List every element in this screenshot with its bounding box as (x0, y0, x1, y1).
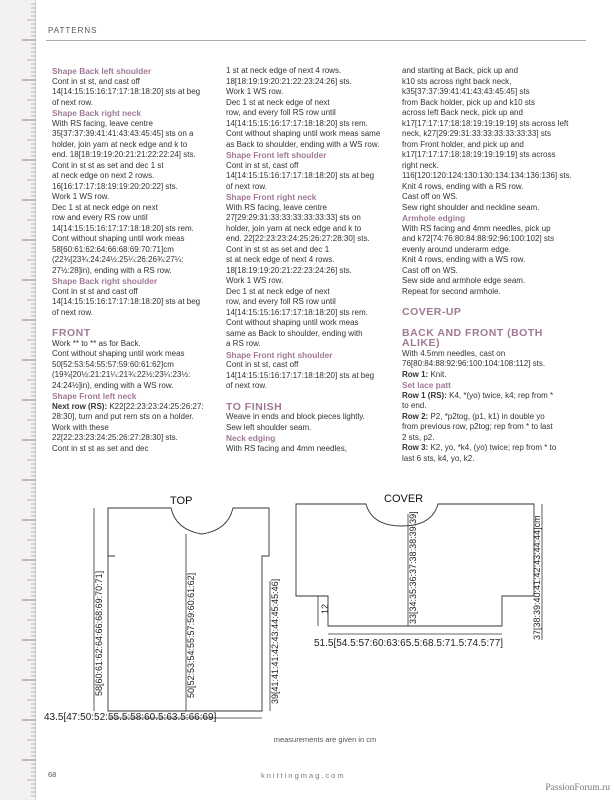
section-heading: Shape Back left shoulder (52, 66, 152, 76)
section-heading: COVER-UP (402, 306, 462, 318)
paragraph: Next row (RS): K22[22:23:23:24:25:26:27: 28:30], turn and put rem sts on a holder. Work with these 22[22:23:23:24:25:26:27:28:30] sts. Cont in st st as set and dec (52, 401, 204, 453)
paragraph: Work ** to ** as for Back. Cont without shaping until work meas 50[52:53:54:55:57:59:60:61:62]cm (19¾[20½:21:21¼:21¾:22½:23¼:23½: 24:24½]in), ending with a WS row. (52, 338, 191, 390)
section-heading: Shape Front right neck (226, 192, 317, 202)
paragraph: Weave in ends and block pieces lightly. Sew left shoulder seam. (226, 412, 365, 432)
page-number: 68 (48, 770, 57, 779)
cover-side-label: 37[38:39:40:41:42:43:44:44]cm (532, 515, 542, 640)
paragraph: With RS facing, leave centre 35[37:37:39:41:41:43:43:45:45] sts on a holder, join yarn at neck edge and k to end. 18[18:19:19:20:21:21:22:22:24] sts. Cont in st st as set and dec 1 st at neck edge on next 2 rows. 16[16:17:17:18:19:19:20:20:22] sts. Work 1 WS row. Dec 1 st at neck edge on next row and every RS row until 14[14:15:15:16:17:17:18:18:20] sts rem. Cont without shaping until work meas 58[60:61:62:64:66:68:69:70:71]cm (22¾[23¾:24:24½:25¼:26:26¾:27¼: 27½:28]in), ending with a RS row. (52, 118, 196, 275)
section-heading: FRONT (52, 327, 91, 339)
cover-diagram (296, 493, 542, 649)
site-url: knittingmag.com (261, 771, 346, 780)
schematic-diagrams (36, 486, 614, 746)
paragraph: Cont in st st and cast off 14[14:15:15:16:17:17:18:18:20] sts at beg of next row. (52, 286, 201, 317)
paragraph: Row 3: K2, yo, *k4, (yo) twice; rep from * to last 6 sts, k4, yo, k2. (402, 443, 557, 463)
row-lead: Row 1 (RS): (402, 390, 447, 400)
paragraph: Row 2: P2, *p2tog, (p1, k1) in double yo from previous row, p2tog; rep from * to last 2 sts, p2. (402, 411, 553, 442)
section-heading: Shape Front left shoulder (226, 150, 327, 160)
row-lead: Row 2: (402, 411, 429, 421)
paragraph: With 4.5mm needles, cast on 76[80:84:88:92:96:100:104:108:112] sts. (402, 348, 546, 368)
paragraph: With RS facing and 4mm needles, (226, 443, 347, 453)
text-column-2 (226, 66, 398, 454)
top-front-label: 50[52:53:54:55:57:59:60:61:62] (186, 572, 196, 698)
text-column-1 (52, 66, 220, 454)
cover-title: COVER (384, 493, 424, 505)
top-left-armhole (108, 508, 115, 556)
section-heading: Set lace patt (402, 380, 451, 390)
cover-hem-label: 12 (320, 603, 330, 614)
paragraph: Cont in st st, and cast off 14[14:15:15:16:17:17:18:18:20] sts at beg of next row. (52, 76, 201, 107)
side-ruler (0, 0, 36, 800)
cover-center-label: 33[34:35:36:37:38:38:39:39] (408, 511, 418, 624)
text-column-3 (402, 66, 580, 464)
paragraph: Cont in st st, cast off 14[14:15:15:16:17:17:18:18:20] sts at beg of next row. (226, 160, 375, 191)
section-heading: Shape Front left neck (52, 391, 137, 401)
paragraph: With RS facing and 4mm needles, pick up and k72[74:76:80:84:88:92:96:100:102] sts evenly around underarm edge. Knit 4 rows, ending with a WS row. Cast off on WS. Sew side and armhole edge seam. Repeat for second armhole. (402, 223, 555, 296)
section-label: PATTERNS (48, 26, 98, 35)
top-diagram (44, 495, 280, 723)
paragraph: Cont in st st, cast off 14[14:15:15:16:17:17:18:18:20] sts at beg of next row. (226, 360, 375, 390)
page (36, 0, 614, 800)
top-height-label: 58[60:61:62:64:66:68:69:70:71] (94, 570, 104, 696)
row-lead: Next row (RS): (52, 401, 108, 411)
section-heading: Shape Back right shoulder (52, 276, 158, 286)
row-lead: Row 3: (402, 443, 429, 452)
top-width-label: 43.5[47:50:52:55.5:58:60.5:63.5:66:69] (44, 712, 217, 723)
section-heading: Shape Back right neck (52, 108, 141, 118)
paragraph: and starting at Back, pick up and k10 sts across right back neck, k35[37:37:39:41:41:43:43:45:45] sts from Back holder, pick up and k10 sts across left Back neck, pick up and k17[17:17:17:18:18:19:19:19:19] sts across left neck, k27[29:29:31:33:33:33:33:33:33] sts from Front holder, and pick up and k17[17:17:17:18:18:19:19:19:19] sts across right neck. 116[120:120:124:130:130:134:134:136:136] sts. Knit 4 rows, ending with a RS row. Cast off on WS. Sew right shoulder and neckline seam. (402, 66, 572, 212)
row-lead: Row 1: (402, 369, 429, 379)
section-heading: Shape Front right shoulder (226, 349, 333, 360)
paragraph: 1 st at neck edge of next 4 rows. 18[18:19:19:20:21:22:23:24:26] sts. Work 1 WS row. Dec 1 st at neck edge of next row, and every foll RS row until 14[14:15:15:16:17:17:18:18:20] sts rem. Cont without shaping until work meas same as Back to shoulder, ending with a WS row. (226, 66, 381, 149)
top-armhole-label: 39[41:41:41:42:43:44:45:45:46] (270, 578, 280, 704)
section-heading: Armhole edging (402, 213, 466, 223)
watermark: PassionForum.ru (545, 783, 610, 793)
paragraph: With RS facing, leave centre 27[29:29:31:33:33:33:33:33:33] sts on holder, join yarn at neck edge and k to end. 22[22:23:23:24:25:26:27:28:30] sts. Cont in st st as set and dec 1 st at neck edge of next 4 rows. 18[18:19:19:20:21:22:23:24:26] sts. Work 1 WS row. Dec 1 st at neck edge of next row, and every foll RS row until 14[14:15:15:16:17:17:18:18:20] sts rem. Cont without shaping until work meas same as Back to shoulder, ending with a RS row. (226, 202, 370, 348)
paragraph: Row 1: Knit. (402, 369, 447, 379)
section-heading: TO FINISH (226, 400, 283, 413)
ruler-ticks (0, 0, 36, 800)
top-title: TOP (170, 495, 193, 507)
section-heading: Neck edging (226, 433, 276, 443)
cover-width-label: 51.5[54.5:57:60:63:65.5:68.5:71.5:74.5:77] (314, 638, 504, 649)
paragraph: Row 1 (RS): K4, *(yo) twice, k4; rep from * to end. (402, 390, 554, 410)
header-rule (46, 40, 586, 41)
section-heading: BACK AND FRONT (BOTH ALIKE) (402, 326, 543, 349)
measurements-note: measurements are given in cm (273, 735, 377, 744)
